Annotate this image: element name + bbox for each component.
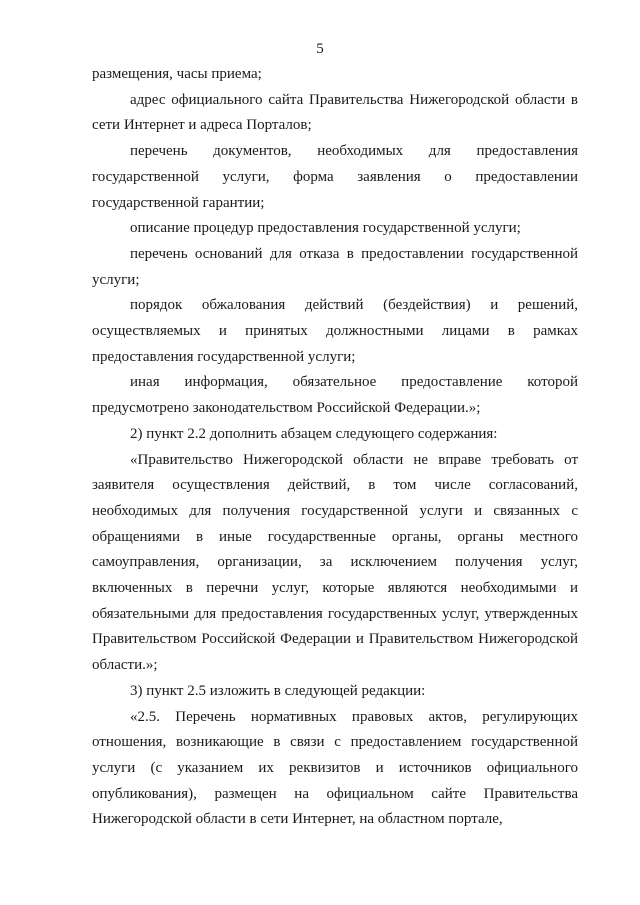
paragraph-continuation: размещения, часы приема; (92, 66, 262, 82)
paragraph-item-2: 2) пункт 2.2 дополнить абзацем следующего содержания: (130, 425, 498, 442)
paragraph-website-address: адрес официального сайта Правительства Нижегородской области в сети Интернет и адреса Порталов; (92, 91, 578, 134)
paragraph-documents-list: перечень документов, необходимых для предоставления государственной услуги, форма заявления о предоставлении государственной гарантии; (92, 143, 578, 211)
page-number: 5 (316, 41, 324, 57)
document-body (92, 62, 578, 833)
paragraph-item-2-text: «Правительство Нижегородской области не вправе требовать от заявителя осуществления действий, в том числе согласований, необходимых для получения государственной услуги и связанных с обращениями в иные государственные органы, органы местного самоуправления, организации, за исключением получения услуг, включенных в перечни услуг, которые являются необходимыми и обязательными для предоставления государственных услуг, утвержденных Правительством Российской Федерации и Правительством Нижегородской области.»; (92, 451, 578, 674)
paragraph-appeal-procedure: порядок обжалования действий (бездействия) и решений, осуществляемых и принятых должностными лицами в рамках предоставления государственной услуги; (92, 297, 578, 365)
paragraph-item-3: 3) пункт 2.5 изложить в следующей редакции: (130, 682, 426, 699)
paragraph-procedures: описание процедур предоставления государственной услуги; (130, 220, 521, 237)
paragraph-other-info: иная информация, обязательное предоставление которой предусмотрено законодательством Российской Федерации.»; (92, 374, 578, 417)
paragraph-item-3-text: «2.5. Перечень нормативных правовых актов, регулирующих отношения, возникающие в связи с предоставлением государственной услуги (с указанием их реквизитов и источников официального опубликования), размещен на официальном сайте Правительства Нижегородской области в сети Интернет, на областном портале, (92, 708, 578, 828)
paragraph-refusal-grounds: перечень оснований для отказа в предоставлении государственной услуги; (92, 245, 578, 288)
